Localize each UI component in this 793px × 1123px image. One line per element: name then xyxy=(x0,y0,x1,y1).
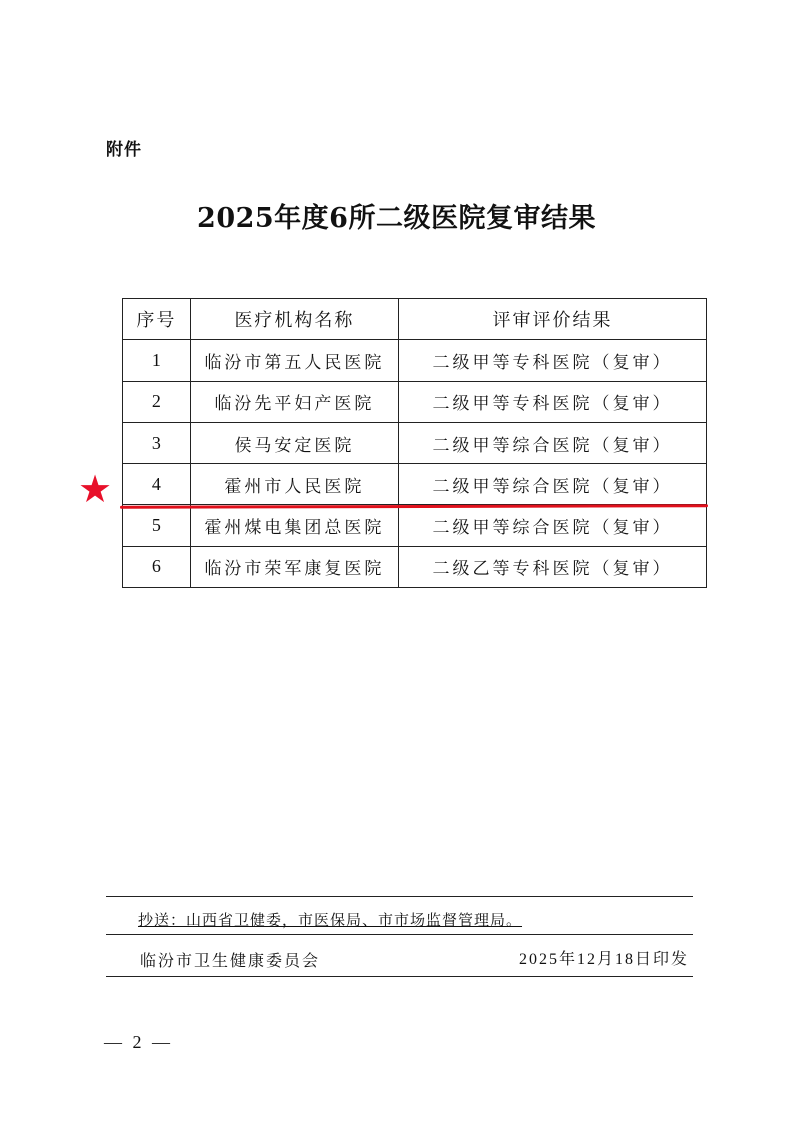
document-title: 2025年度6所二级医院复审结果 xyxy=(197,203,596,234)
table-row-highlighted xyxy=(123,464,707,505)
row-result: 二级甲等综合医院（复审） xyxy=(399,464,707,505)
footer-divider-bottom xyxy=(106,976,693,977)
table-row xyxy=(123,505,707,546)
attachment-label: 附件 xyxy=(106,140,142,160)
red-star-icon: ★ xyxy=(78,467,113,511)
row-no: 2 xyxy=(123,381,191,422)
footer-divider-top xyxy=(106,896,693,897)
row-hospital-name: 霍州煤电集团总医院 xyxy=(190,505,398,546)
issue-date: 2025年12月18日印发 xyxy=(518,951,689,968)
row-no: 4 xyxy=(123,464,191,505)
row-result: 二级甲等综合医院（复审） xyxy=(399,505,707,546)
page-number: — 2 — xyxy=(104,1032,173,1052)
table-header-row xyxy=(123,299,707,340)
table-row xyxy=(123,546,707,587)
cc-line: 抄送：山西省卫健委，市医保局、市市场监督管理局。 xyxy=(138,911,523,929)
row-hospital-name: 侯马安定医院 xyxy=(190,422,398,463)
row-hospital-name: 霍州市人民医院 xyxy=(190,464,398,505)
column-header-no: 序号 xyxy=(123,299,191,340)
row-result: 二级甲等综合医院（复审） xyxy=(399,422,707,463)
row-hospital-name: 临汾先平妇产医院 xyxy=(190,381,398,422)
table-row xyxy=(123,422,707,463)
row-result: 二级甲等专科医院（复审） xyxy=(399,340,707,381)
row-no: 1 xyxy=(123,340,191,381)
column-header-name: 医疗机构名称 xyxy=(190,299,398,340)
row-no: 6 xyxy=(123,546,191,587)
results-table xyxy=(122,298,707,588)
row-result: 二级乙等专科医院（复审） xyxy=(399,546,707,587)
row-no: 3 xyxy=(123,422,191,463)
issuer-name: 临汾市卫生健康委员会 xyxy=(140,951,321,970)
row-no: 5 xyxy=(123,505,191,546)
row-result: 二级甲等专科医院（复审） xyxy=(399,381,707,422)
table-row xyxy=(123,340,707,381)
row-hospital-name: 临汾市荣军康复医院 xyxy=(190,546,398,587)
footer-divider-middle xyxy=(106,934,693,935)
column-header-result: 评审评价结果 xyxy=(399,299,707,340)
table-row xyxy=(123,381,707,422)
row-hospital-name: 临汾市第五人民医院 xyxy=(190,340,398,381)
